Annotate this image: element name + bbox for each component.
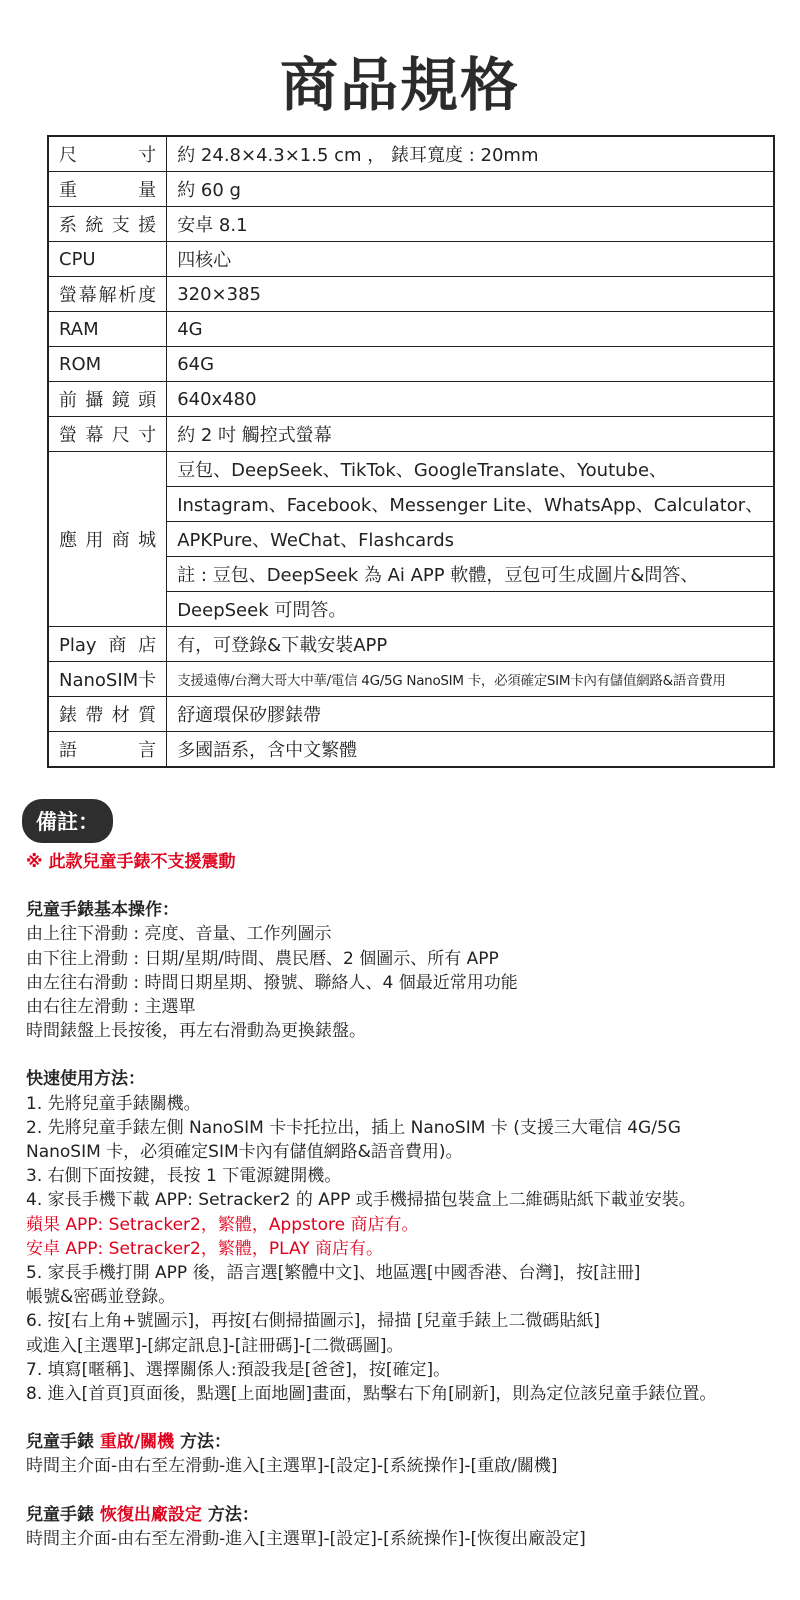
spec-value: 有，可登錄&下載安裝APP <box>167 627 775 662</box>
spec-value: 約 2 吋 觸控式螢幕 <box>167 417 775 452</box>
factory-reset-heading-suffix: 方法： <box>201 1504 259 1525</box>
spec-label: ROM <box>48 347 167 382</box>
spec-label: CPU <box>48 242 167 277</box>
spec-label: Play商店 <box>48 627 167 662</box>
quick-start-line: 或進入[主選單]-[綁定訊息]-[註冊碼]-[二微碼圖]。 <box>26 1335 404 1356</box>
spec-row-resolution <box>48 277 774 312</box>
factory-reset-heading-prefix: 兒童手錶 <box>26 1504 100 1525</box>
spec-value: 安卓 8.1 <box>167 207 775 242</box>
restart-heading <box>26 1430 786 1454</box>
app-store-line: Instagram、Facebook、Messenger Lite、WhatsApp、Calculator、 <box>167 487 775 522</box>
vibration-warning: ※ 此款兒童手錶不支援震動 <box>26 852 236 872</box>
spacer <box>26 1406 786 1430</box>
app-store-line: 豆包、DeepSeek、TikTok、GoogleTranslate、Youtube、 <box>167 452 775 487</box>
spec-row-size <box>48 136 774 172</box>
app-store-note: 註 : 豆包、DeepSeek 為 Ai APP 軟體，豆包可生成圖片&問答、 <box>167 557 775 592</box>
basic-ops-heading: 兒童手錶基本操作： <box>26 900 179 921</box>
quick-start-line: 帳號&密碼並登錄。 <box>26 1287 176 1308</box>
spec-label: 前攝鏡頭 <box>48 382 167 417</box>
spec-row-play-store <box>48 627 774 662</box>
spec-label: 尺寸 <box>48 136 167 172</box>
spec-row-nanosim <box>48 662 774 697</box>
spec-row-ram <box>48 312 774 347</box>
spec-row-weight <box>48 172 774 207</box>
quick-start-line: 2. 先將兒童手錶左側 NanoSIM 卡卡托拉出，插上 NanoSIM 卡 (支援三大電信 4G/5G <box>26 1117 681 1138</box>
notes-section <box>26 850 786 1551</box>
spec-row-rom <box>48 347 774 382</box>
spec-label: NanoSIM卡 <box>48 662 167 697</box>
spec-row-os <box>48 207 774 242</box>
quick-start-line-android: 安卓 APP: Setracker2，繁體，PLAY 商店有。 <box>26 1238 384 1259</box>
spec-row-app-store <box>48 452 774 487</box>
spec-row-strap <box>48 697 774 732</box>
basic-ops-line: 時間錶盤上長按後，再左右滑動為更換錶盤。 <box>26 1021 366 1042</box>
spec-row-language <box>48 732 774 768</box>
quick-start-line: 3. 右側下面按鍵，長按 1 下電源鍵開機。 <box>26 1166 342 1187</box>
spec-row-front-camera <box>48 382 774 417</box>
spec-label: 系統支援 <box>48 207 167 242</box>
spec-label: 應用商城 <box>48 452 167 627</box>
page-title: 商品規格 <box>279 51 520 119</box>
spec-label: 錶帶材質 <box>48 697 167 732</box>
spec-row-screen-size <box>48 417 774 452</box>
spacer <box>26 1479 786 1503</box>
spec-value: 4G <box>167 312 775 347</box>
factory-reset-line: 時間主介面-由右至左滑動-進入[主選單]-[設定]-[系統操作]-[恢復出廠設定] <box>26 1528 586 1549</box>
spec-table <box>47 135 775 768</box>
app-store-line: APKPure、WeChat、Flashcards <box>167 522 775 557</box>
factory-reset-heading <box>26 1503 786 1527</box>
basic-ops-line: 由左往右滑動 : 時間日期星期、撥號、聯絡人、4 個最近常用功能 <box>26 972 518 993</box>
restart-heading-suffix: 方法： <box>174 1432 232 1453</box>
spec-label: 螢幕尺寸 <box>48 417 167 452</box>
quick-start-line: 7. 填寫[暱稱]、選擇關係人:預設我是[爸爸]，按[確定]。 <box>26 1359 451 1380</box>
quick-start-line: NanoSIM 卡，必須確定SIM卡內有儲值網路&語音費用)。 <box>26 1142 463 1163</box>
spec-value: 多國語系，含中文繁體 <box>167 732 775 768</box>
spacer <box>26 1043 786 1067</box>
spec-value: 64G <box>167 347 775 382</box>
spec-label: RAM <box>48 312 167 347</box>
basic-ops-line: 由下往上滑動 : 日期/星期/時間、農民曆、2 個圖示、所有 APP <box>26 948 499 969</box>
quick-start-line: 8. 進入[首頁]頁面後，點選[上面地圖]畫面，點擊右下角[刷新]，則為定位該兒童手錶位置。 <box>26 1384 717 1405</box>
quick-start-line: 4. 家長手機下載 APP: Setracker2 的 APP 或手機掃描包裝盒上二維碼貼紙下載並安裝。 <box>26 1190 696 1211</box>
quick-start-line-ios: 蘋果 APP: Setracker2，繁體，Appstore 商店有。 <box>26 1214 419 1235</box>
spec-value: 四核心 <box>167 242 775 277</box>
factory-reset-heading-highlight: 恢復出廠設定 <box>99 1504 202 1525</box>
spec-value: 約 60 g <box>167 172 775 207</box>
spec-value: 約 24.8×4.3×1.5 cm ， 錶耳寬度 : 20mm <box>167 136 775 172</box>
spacer <box>26 874 786 898</box>
quick-start-line: 5. 家長手機打開 APP 後，語言選[繁體中文]、地區選[中國香港、台灣]，按[註冊] <box>26 1263 641 1284</box>
spec-value: 舒適環保矽膠錶帶 <box>167 697 775 732</box>
restart-line: 時間主介面-由右至左滑動-進入[主選單]-[設定]-[系統操作]-[重啟/關機] <box>26 1456 558 1477</box>
spec-label: 重量 <box>48 172 167 207</box>
app-store-note: DeepSeek 可問答。 <box>167 592 775 627</box>
quick-start-heading: 快速使用方法： <box>26 1069 145 1090</box>
notes-badge: 備註： <box>22 799 113 843</box>
restart-heading-prefix: 兒童手錶 <box>26 1432 100 1453</box>
spec-label: 語言 <box>48 732 167 768</box>
basic-ops-line: 由上往下滑動 : 亮度、音量、工作列圖示 <box>26 924 332 945</box>
spec-value: 支援遠傳/台灣大哥大中華/電信 4G/5G NanoSIM 卡，必須確定SIM卡內有儲值網路&語音費用 <box>167 662 775 697</box>
basic-ops-line: 由右往左滑動 : 主選單 <box>26 997 196 1018</box>
restart-heading-highlight: 重啟/關機 <box>99 1432 175 1453</box>
spec-value: 640x480 <box>167 382 775 417</box>
spec-value: 320×385 <box>167 277 775 312</box>
spec-label: 螢幕解析度 <box>48 277 167 312</box>
quick-start-line: 6. 按[右上角+號圖示]，再按[右側掃描圖示]，掃描 [兒童手錶上二微碼貼紙] <box>26 1311 601 1332</box>
quick-start-line: 1. 先將兒童手錶關機。 <box>26 1093 201 1114</box>
spec-row-cpu <box>48 242 774 277</box>
